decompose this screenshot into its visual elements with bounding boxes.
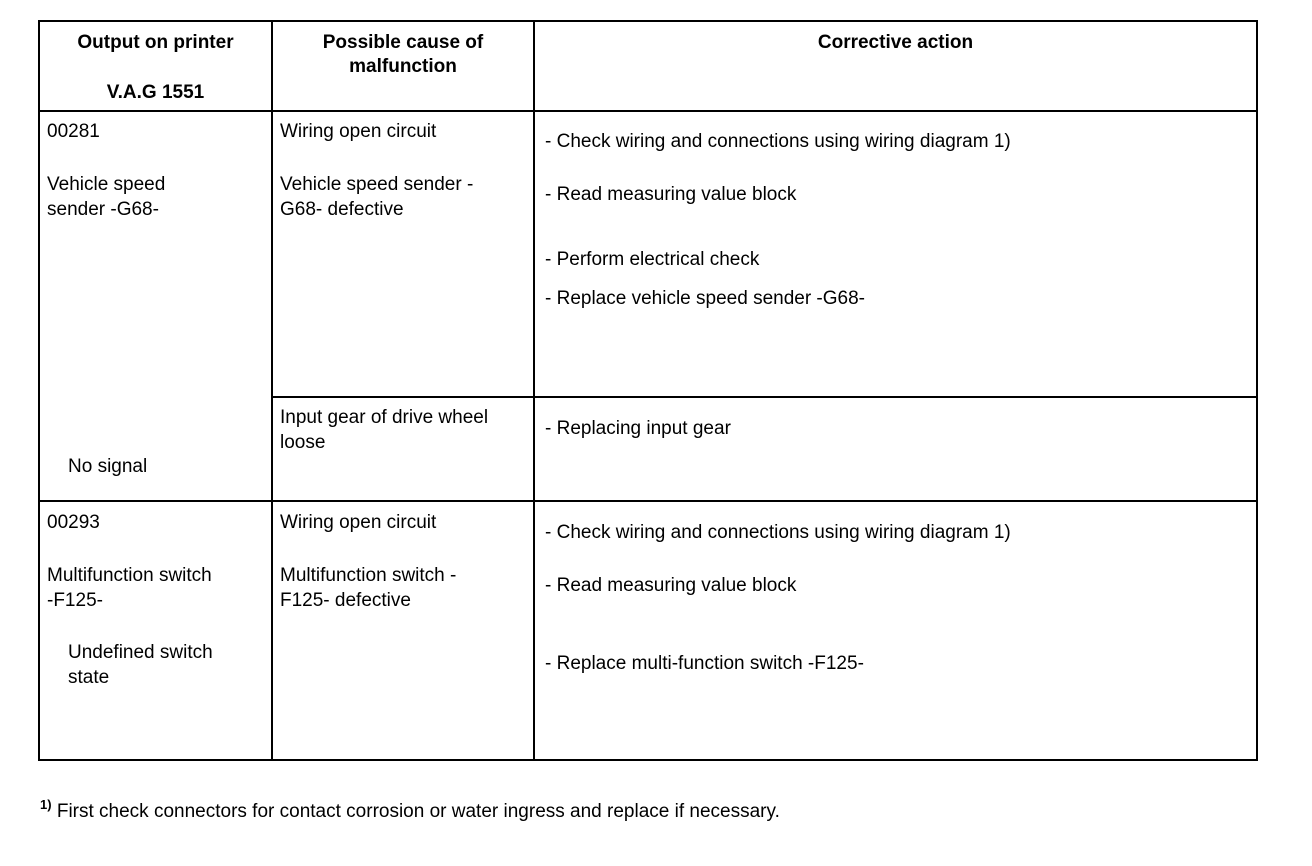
row-divider: [38, 500, 1258, 502]
status-undefined-line2: state: [68, 667, 110, 688]
status-no-signal: No signal: [68, 456, 148, 477]
action-check-wiring: - Check wiring and connections using wiring diagram 1): [545, 131, 1011, 152]
cause-sender-defective-line2: G68- defective: [280, 199, 404, 220]
action-read-measuring-value-block: - Read measuring value block: [545, 575, 797, 596]
component-line2: -F125-: [47, 590, 103, 611]
footnote-marker: 1): [40, 797, 52, 812]
footnote-text: First check connectors for contact corrosion or water ingress and replace if necessary.: [51, 801, 780, 822]
fault-code-00281: 00281: [47, 121, 100, 142]
cause-wiring-open-circuit: Wiring open circuit: [280, 121, 437, 142]
header-output-on-printer: Output on printer: [77, 32, 234, 53]
cause-wiring-open-circuit: Wiring open circuit: [280, 512, 437, 533]
action-replace-switch: - Replace multi-function switch -F125-: [545, 653, 864, 674]
fault-code-00293: 00293: [47, 512, 100, 533]
cause-switch-defective-line2: F125- defective: [280, 590, 411, 611]
action-read-measuring-value-block: - Read measuring value block: [545, 184, 797, 205]
action-perform-electrical-check: - Perform electrical check: [545, 249, 760, 270]
cause-sender-defective-line1: Vehicle speed sender -: [280, 174, 474, 195]
footnote: [40, 792, 780, 824]
table-border-right: [1256, 20, 1258, 761]
header-corrective-action: Corrective action: [817, 32, 974, 53]
header-possible-cause-line1: Possible cause of: [322, 32, 484, 53]
column-divider-1: [271, 20, 273, 761]
column-divider-2: [533, 20, 535, 761]
cause-input-gear-line2: loose: [280, 432, 326, 453]
status-undefined-line1: Undefined switch: [68, 642, 213, 663]
component-line1: Multifunction switch: [47, 565, 212, 586]
subrow-divider: [272, 396, 1258, 398]
cause-switch-defective-line1: Multifunction switch -: [280, 565, 457, 586]
component-line1: Vehicle speed: [47, 174, 166, 195]
table-border-left: [38, 20, 40, 761]
action-replacing-input-gear: - Replacing input gear: [545, 418, 731, 439]
header-possible-cause-line2: malfunction: [349, 56, 457, 77]
action-replace-sender: - Replace vehicle speed sender -G68-: [545, 288, 866, 309]
table-border-bottom: [38, 759, 1258, 761]
header-vag-1551: V.A.G 1551: [106, 82, 205, 103]
table-border-top: [38, 20, 1258, 22]
component-line2: sender -G68-: [47, 199, 159, 220]
header-divider: [38, 110, 1258, 112]
action-check-wiring: - Check wiring and connections using wiring diagram 1): [545, 522, 1011, 543]
cause-input-gear-line1: Input gear of drive wheel: [280, 407, 489, 428]
